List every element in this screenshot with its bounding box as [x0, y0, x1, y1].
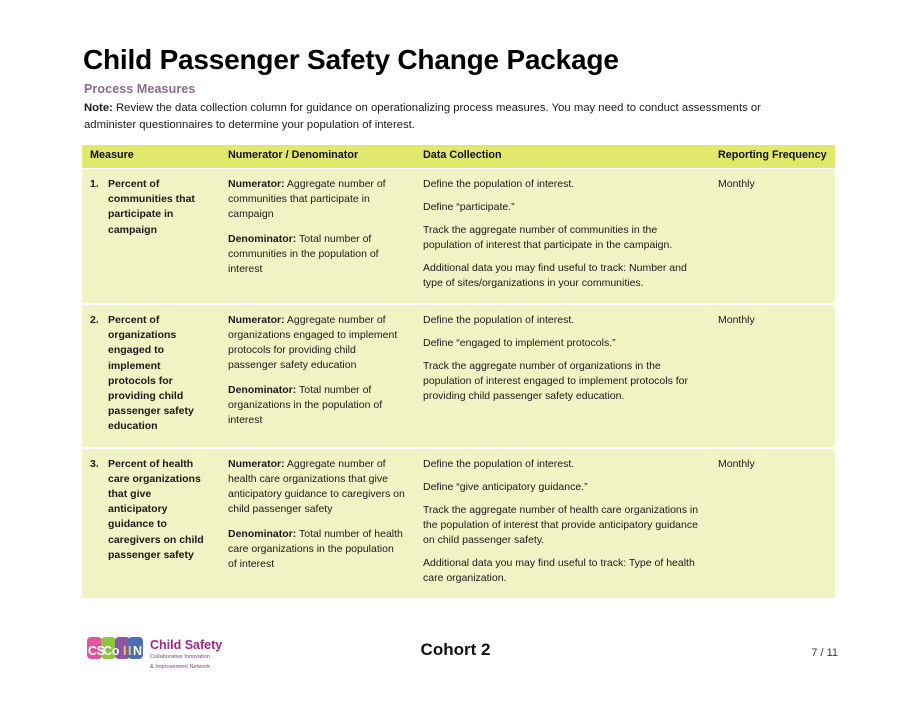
data-collection-cell: [415, 304, 710, 448]
note-label: Note:: [84, 102, 113, 114]
numerator-block: [228, 313, 405, 373]
denominator-text: Total number of health care organizations in the population of interest: [228, 527, 403, 570]
data-collection-cell: [415, 169, 710, 305]
denominator-label: Denominator:: [228, 384, 297, 396]
note-body: Review the data collection column for guidance on operationalizing process measures. You may need to conduct assessments or administer questionnaires to determine your population of interest.: [84, 102, 761, 131]
denominator-block: [228, 232, 405, 277]
data-collection-paragraph: Track the aggregate number of organizations in the population of interest engaged to implement protocols for providing child passenger safety education.: [423, 360, 688, 402]
numerator-text: Aggregate number of organizations engaged to implement protocols for providing child passenger safety education: [228, 314, 398, 371]
data-collection-cell: [415, 448, 710, 598]
note-paragraph: [84, 100, 814, 133]
table-row: [82, 304, 835, 448]
numerator-block: [228, 457, 405, 517]
column-header-reporting-frequency: Reporting Frequency: [710, 145, 835, 169]
table-row: [82, 169, 835, 305]
data-collection-paragraph: Track the aggregate number of communities in the population of interest that participate in the campaign.: [423, 224, 673, 251]
logo-wordmark-subtitle-line2: & Improvement Network: [150, 663, 210, 670]
reporting-frequency-value: Monthly: [718, 178, 755, 190]
reporting-frequency-value: Monthly: [718, 457, 755, 470]
numerator-label: Numerator:: [228, 314, 285, 326]
numerator-text: Aggregate number of communities that participate in campaign: [228, 178, 386, 220]
numerator-block: [228, 177, 405, 222]
numerator-denominator-cell: [220, 304, 415, 448]
denominator-text: Total number of organizations in the population of interest: [228, 384, 383, 426]
denominator-block: [228, 527, 405, 572]
column-header-numerator-denominator: Numerator / Denominator: [220, 145, 415, 169]
numerator-text: Aggregate number of health care organizations that give anticipatory guidance to caregivers on child passenger safety: [228, 457, 405, 515]
data-collection-paragraph: Define “participate.”: [423, 201, 515, 213]
logo-letter-n: N: [133, 644, 142, 658]
measure-cell: [82, 169, 220, 305]
table-header-row: [82, 145, 835, 169]
measure-text: Percent of organizations engaged to implement protocols for providing child passenger safety education: [108, 314, 194, 433]
page-title: Child Passenger Safety Change Package: [83, 44, 619, 75]
data-collection-paragraph: Track the aggregate number of health care organizations in the population of interest that provide anticipatory guidance on child passenger safety.: [423, 503, 699, 546]
numerator-label: Numerator:: [228, 457, 285, 470]
measure-number: 2.: [90, 314, 99, 326]
logo-wordmark-title: Child Safety: [150, 638, 223, 652]
measure-number: 1.: [90, 178, 99, 190]
denominator-label: Denominator:: [228, 233, 297, 245]
measure-number: 3.: [90, 457, 99, 470]
denominator-text: Total number of communities in the population of interest: [228, 233, 379, 275]
process-measures-table: [82, 145, 835, 598]
data-collection-paragraph: Define “engaged to implement protocols.”: [423, 337, 616, 349]
logo-letter-cs: CS: [88, 644, 105, 658]
measure-cell: [82, 304, 220, 448]
logo-letter-co: Co: [103, 644, 120, 658]
data-collection-paragraph: Additional data you may find useful to track: Number and type of sites/organizations in your communities.: [423, 262, 687, 289]
measure-cell: [82, 448, 220, 598]
numerator-denominator-cell: [220, 169, 415, 305]
cohort-label: Cohort 2: [420, 640, 491, 659]
table-row: [82, 448, 835, 598]
data-collection-paragraph: Additional data you may find useful to track: Type of health care organization.: [423, 556, 695, 584]
logo-letter-i1: I: [123, 644, 127, 658]
reporting-frequency-cell: [710, 448, 835, 598]
section-subtitle: Process Measures: [84, 82, 196, 96]
logo-wordmark-subtitle-line1: Collaborative Innovation: [150, 654, 211, 660]
data-collection-paragraph: Define the population of interest.: [423, 314, 575, 326]
reporting-frequency-value: Monthly: [718, 314, 755, 326]
numerator-label: Numerator:: [228, 178, 285, 190]
page-number: 7 / 11: [811, 647, 838, 659]
logo-letter-i2: I: [128, 644, 132, 658]
column-header-data-collection: Data Collection: [415, 145, 710, 169]
data-collection-paragraph: Define the population of interest.: [423, 178, 575, 190]
data-collection-paragraph: Define “give anticipatory guidance.”: [423, 480, 588, 493]
measure-text: Percent of health care organizations that give anticipatory guidance to caregivers on child passenger safety: [108, 457, 204, 561]
column-header-measure: Measure: [82, 145, 220, 169]
measure-text: Percent of communities that participate in campaign: [108, 178, 195, 236]
reporting-frequency-cell: [710, 169, 835, 305]
numerator-denominator-cell: [220, 448, 415, 598]
reporting-frequency-cell: [710, 304, 835, 448]
denominator-block: [228, 383, 405, 428]
data-collection-paragraph: Define the population of interest.: [423, 457, 575, 470]
denominator-label: Denominator:: [228, 527, 297, 540]
